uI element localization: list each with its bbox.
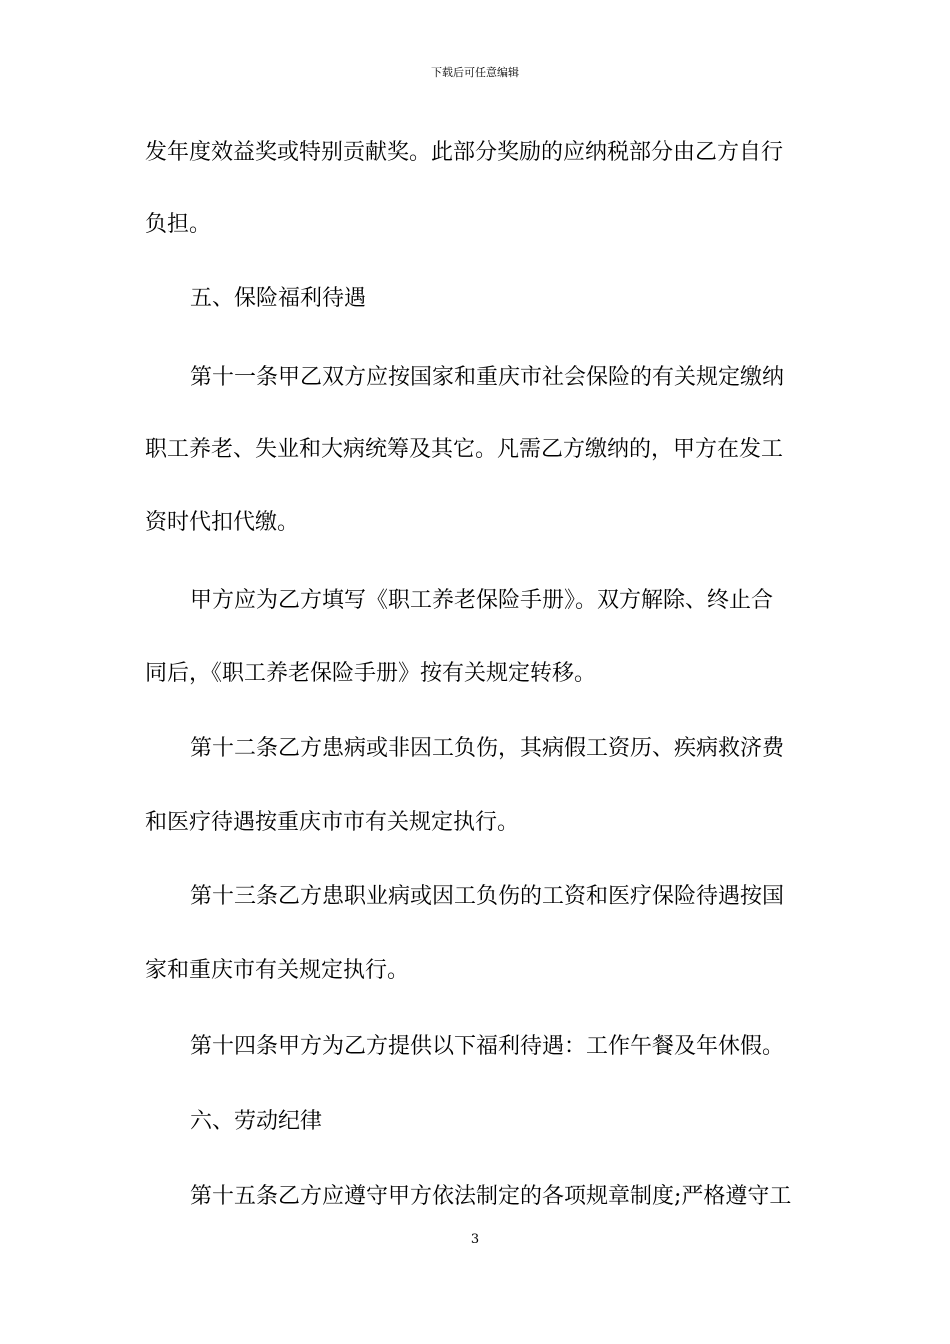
text-line: 资时代扣代缴。 xyxy=(145,510,300,535)
text-line: 甲方应为乙方填写《职工养老保险手册》。双方解除、终止合 xyxy=(190,588,774,613)
text-line: 第十二条乙方患病或非因工负伤，其病假工资历、疾病救济费 xyxy=(190,736,785,761)
section-heading: 六、劳动纪律 xyxy=(190,1109,323,1134)
text-line: 第十三条乙方患职业病或因工负伤的工资和医疗保险待遇按国 xyxy=(190,884,785,909)
text-line: 第十一条甲乙双方应按国家和重庆市社会保险的有关规定缴纳 xyxy=(190,365,785,390)
text-line: 家和重庆市有关规定执行。 xyxy=(145,958,410,983)
section-heading: 五、保险福利待遇 xyxy=(190,286,367,311)
text-line: 职工养老、失业和大病统筹及其它。凡需乙方缴纳的，甲方在发工 xyxy=(145,437,784,462)
text-line: 第十四条甲方为乙方提供以下福利待遇：工作午餐及年休假。 xyxy=(190,1034,785,1059)
text-line: 和医疗待遇按重庆市市有关规定执行。 xyxy=(145,810,520,835)
text-line: 负担。 xyxy=(145,212,212,237)
text-line: 同后，《职工养老保险手册》按有关规定转移。 xyxy=(145,661,597,686)
page-header: 下载后可任意编辑 xyxy=(431,66,519,79)
text-line: 发年度效益奖或特别贡献奖。此部分奖励的应纳税部分由乙方自行 xyxy=(145,140,784,165)
page-number: 3 xyxy=(470,1232,480,1247)
text-line: 第十五条乙方应遵守甲方依法制定的各项规章制度;严格遵守工 xyxy=(190,1184,792,1209)
